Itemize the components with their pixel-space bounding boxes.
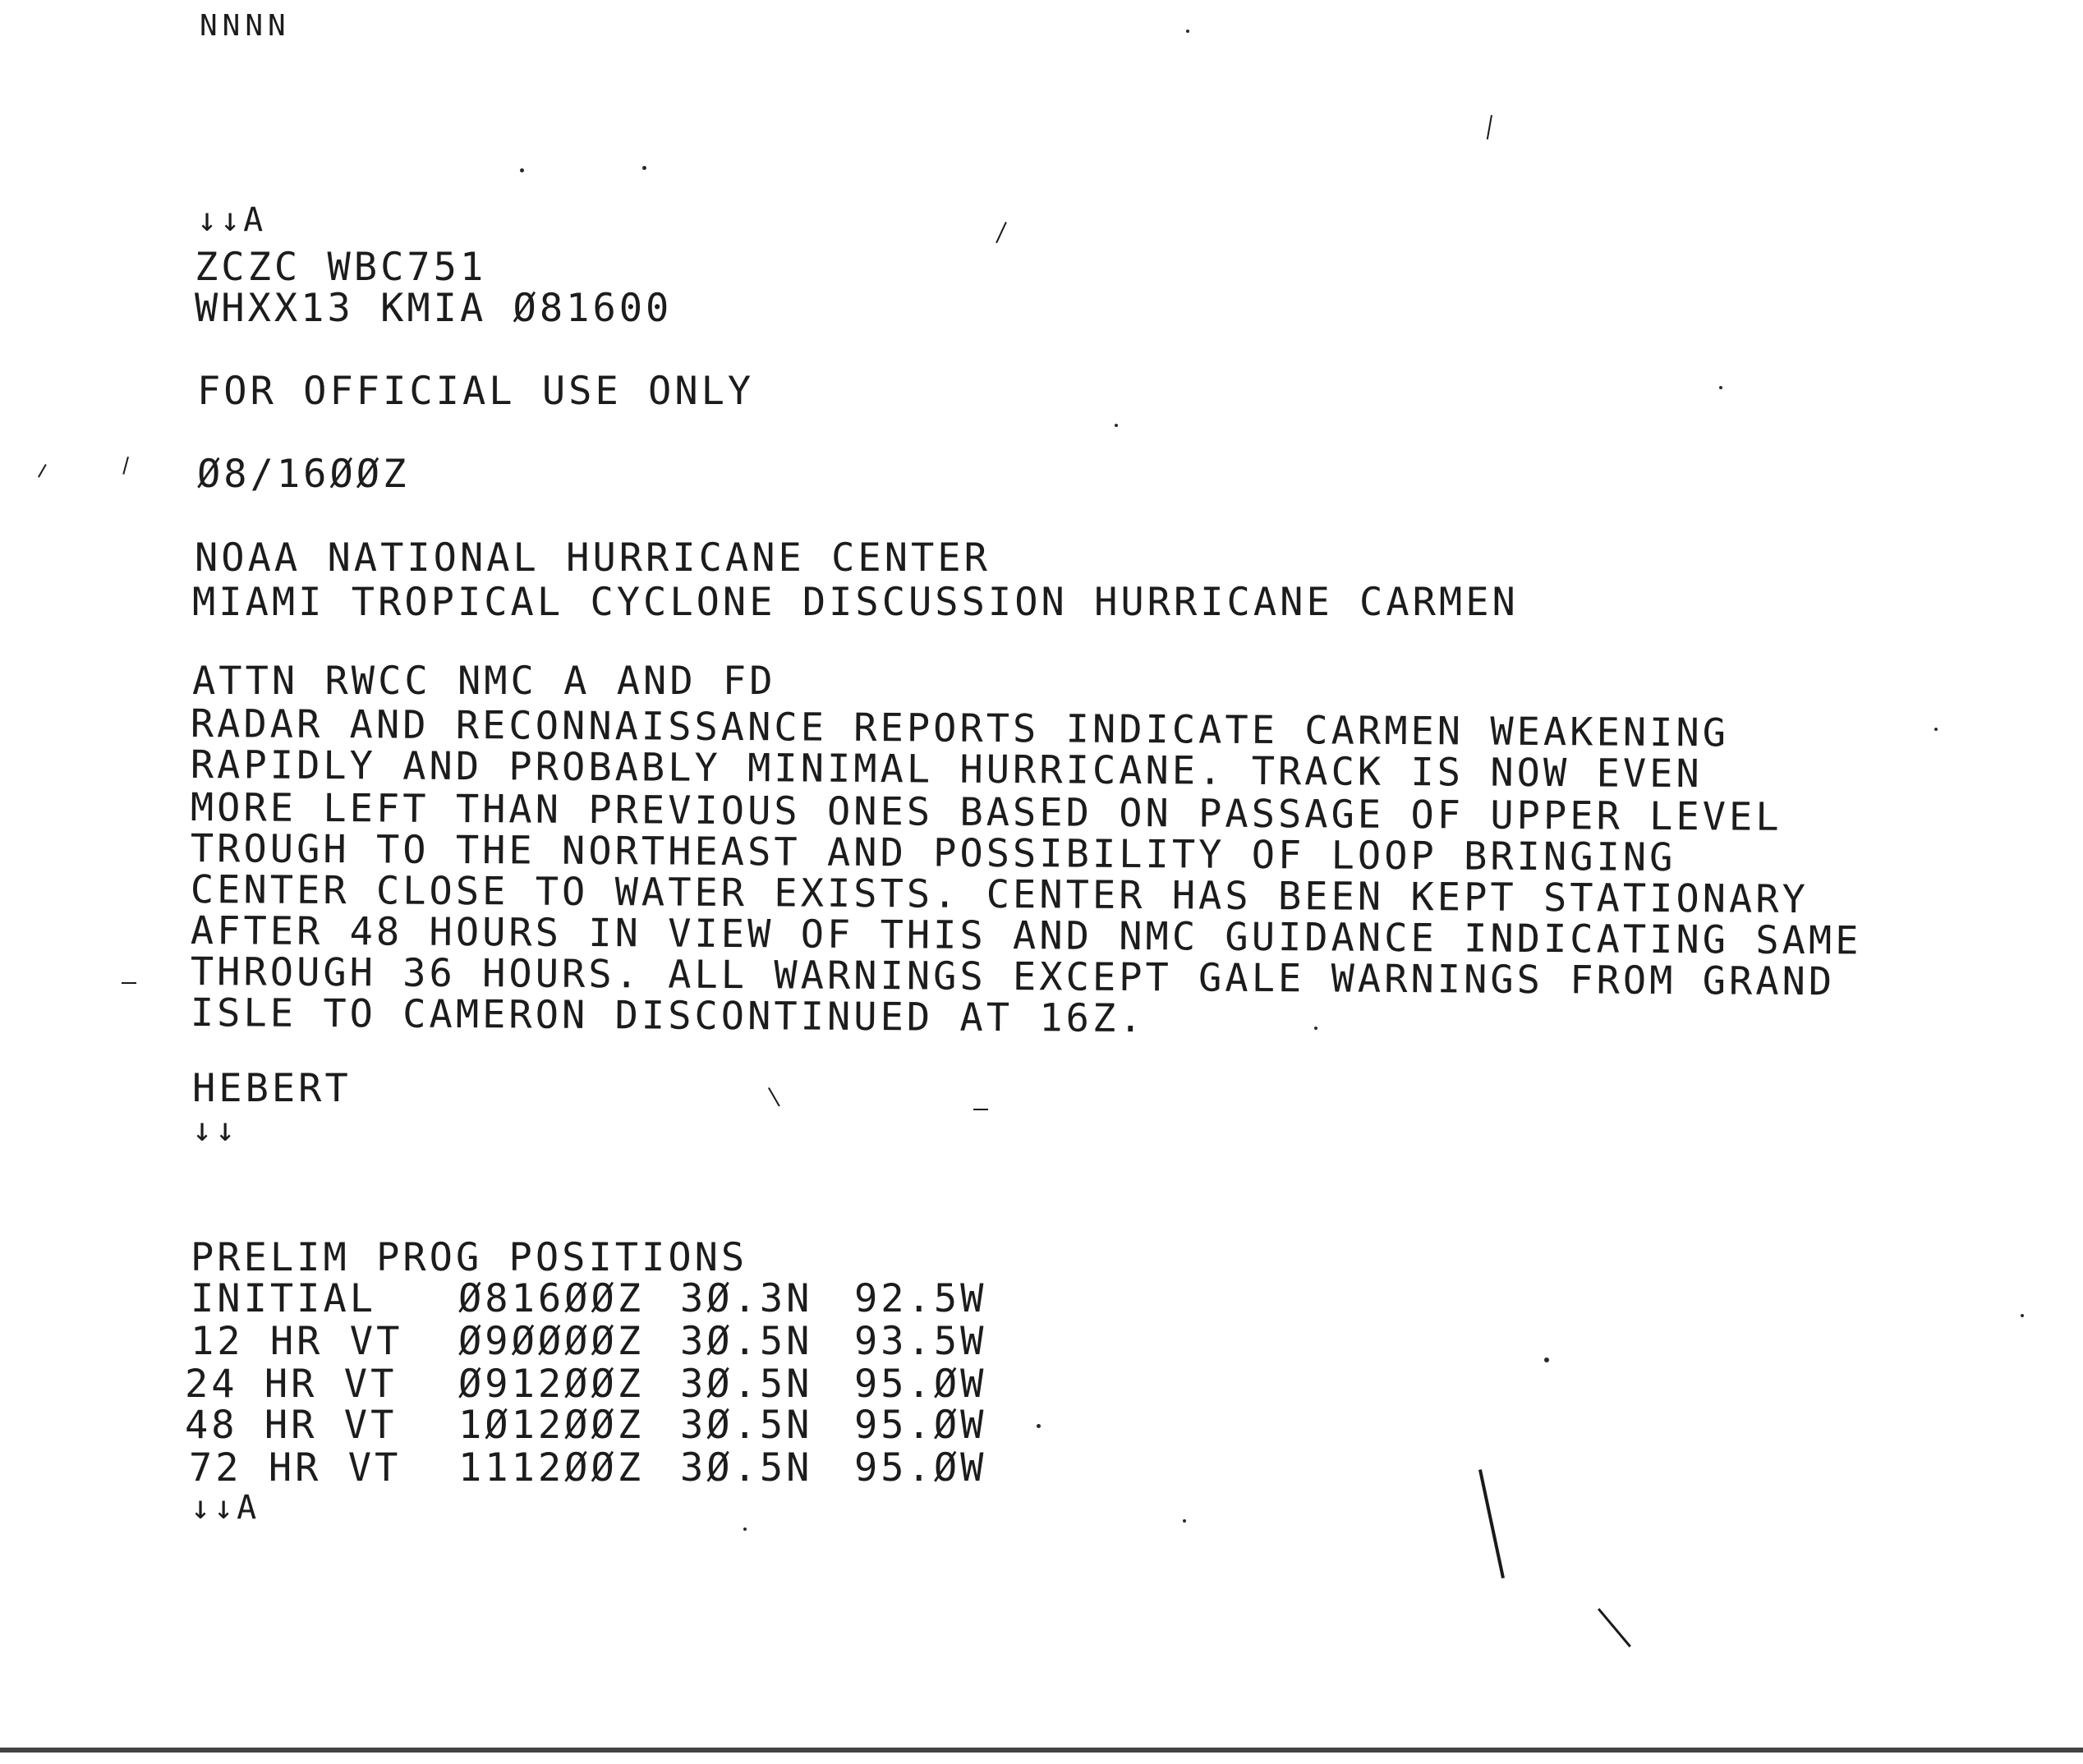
discussion-line: THROUGH 36 HOURS. ALL WARNINGS EXCEPT GALE WARNINGS FROM GRAND <box>190 949 1836 1005</box>
classification-notice: FOR OFFICIAL USE ONLY <box>197 369 755 414</box>
end-of-message-marker: NNNN <box>200 9 291 43</box>
prog-longitude: 95.ØW <box>854 1445 987 1491</box>
scan-bottom-edge <box>0 1748 2083 1753</box>
discussion-line: ISLE TO CAMERON DISCONTINUED AT 16Z. <box>190 990 1146 1042</box>
prog-longitude: 92.5W <box>854 1276 987 1321</box>
prog-heading: PRELIM PROG POSITIONS <box>191 1235 748 1280</box>
scan-speck <box>520 168 524 172</box>
discussion-line: AFTER 48 HOURS IN VIEW OF THIS AND NMC GUIDANCE INDICATING SAME <box>190 908 1862 964</box>
scan-scratch <box>996 222 1007 243</box>
prog-latitude: 3Ø.5N <box>680 1362 813 1407</box>
product-title: MIAMI TROPICAL CYCLONE DISCUSSION HURRICANE CARMEN <box>192 580 1519 625</box>
prog-latitude: 3Ø.5N <box>680 1445 813 1491</box>
scan-speck <box>1037 1424 1041 1428</box>
prog-latitude: 3Ø.3N <box>680 1276 813 1321</box>
prog-longitude: 95.ØW <box>854 1403 987 1448</box>
scan-scratch <box>1478 1469 1505 1578</box>
prog-longitude: 93.5W <box>854 1319 987 1364</box>
prog-label: 12 HR VT <box>191 1319 403 1364</box>
scan-speck <box>1544 1357 1549 1362</box>
scan-speck <box>1186 30 1189 33</box>
scan-scratch <box>1487 115 1492 140</box>
discussion-line: CENTER CLOSE TO WATER EXISTS. CENTER HAS BEEN KEPT STATIONARY <box>190 867 1809 923</box>
scan-speck <box>1314 1027 1317 1030</box>
scan-scratch <box>973 1109 988 1110</box>
prog-end-marker: ↓↓A <box>191 1489 260 1527</box>
prog-time: 1Ø12ØØZ <box>458 1403 645 1448</box>
scan-scratch <box>38 464 47 478</box>
prog-label: 48 HR VT <box>185 1403 398 1448</box>
transmission-id: ZCZC WBC751 <box>195 245 487 290</box>
prog-time: Ø912ØØZ <box>458 1362 645 1407</box>
scan-speck <box>642 166 646 170</box>
scan-scratch <box>768 1087 780 1107</box>
scan-speck <box>1115 424 1118 427</box>
scan-scratch <box>122 457 129 475</box>
scan-speck <box>1183 1519 1186 1523</box>
scan-scratch <box>1598 1608 1631 1647</box>
prog-label: 72 HR VT <box>189 1445 402 1491</box>
prog-longitude: 95.ØW <box>854 1362 987 1407</box>
discussion-line: RAPIDLY AND PROBABLY MINIMAL HURRICANE. TRACK IS NOW EVEN <box>190 742 1703 797</box>
prog-time: Ø816ØØZ <box>458 1276 645 1321</box>
forecaster-name: HEBERT <box>192 1066 352 1111</box>
prog-label: INITIAL <box>191 1276 377 1321</box>
prog-time: 1112ØØZ <box>458 1445 645 1491</box>
scan-speck <box>1934 728 1938 731</box>
scan-speck <box>743 1527 747 1531</box>
heading-code: WHXX13 KMIA Ø81600 <box>195 286 673 331</box>
prog-latitude: 3Ø.5N <box>680 1319 813 1364</box>
scan-speck <box>2021 1314 2024 1317</box>
prog-label: 24 HR VT <box>185 1362 398 1407</box>
start-marker: ↓↓A <box>197 201 267 239</box>
discussion-line: RADAR AND RECONNAISSANCE REPORTS INDICATE CARMEN WEAKENING <box>190 701 1730 756</box>
discussion-line: MORE LEFT THAN PREVIOUS ONES BASED ON PASSAGE OF UPPER LEVEL <box>190 785 1782 840</box>
office-name: NOAA NATIONAL HURRICANE CENTER <box>195 535 991 581</box>
scan-scratch <box>122 982 136 984</box>
prog-latitude: 3Ø.5N <box>680 1403 813 1448</box>
prog-time: Ø9ØØØØZ <box>458 1319 645 1364</box>
attention-line: ATTN RWCC NMC A AND FD <box>192 659 776 704</box>
scan-speck <box>1719 386 1722 389</box>
discussion-end-marker: ↓↓ <box>192 1111 239 1149</box>
issue-time: Ø8/16ØØZ <box>197 452 410 497</box>
discussion-line: TROUGH TO THE NORTHEAST AND POSSIBILITY OF LOOP BRINGING <box>190 826 1676 881</box>
